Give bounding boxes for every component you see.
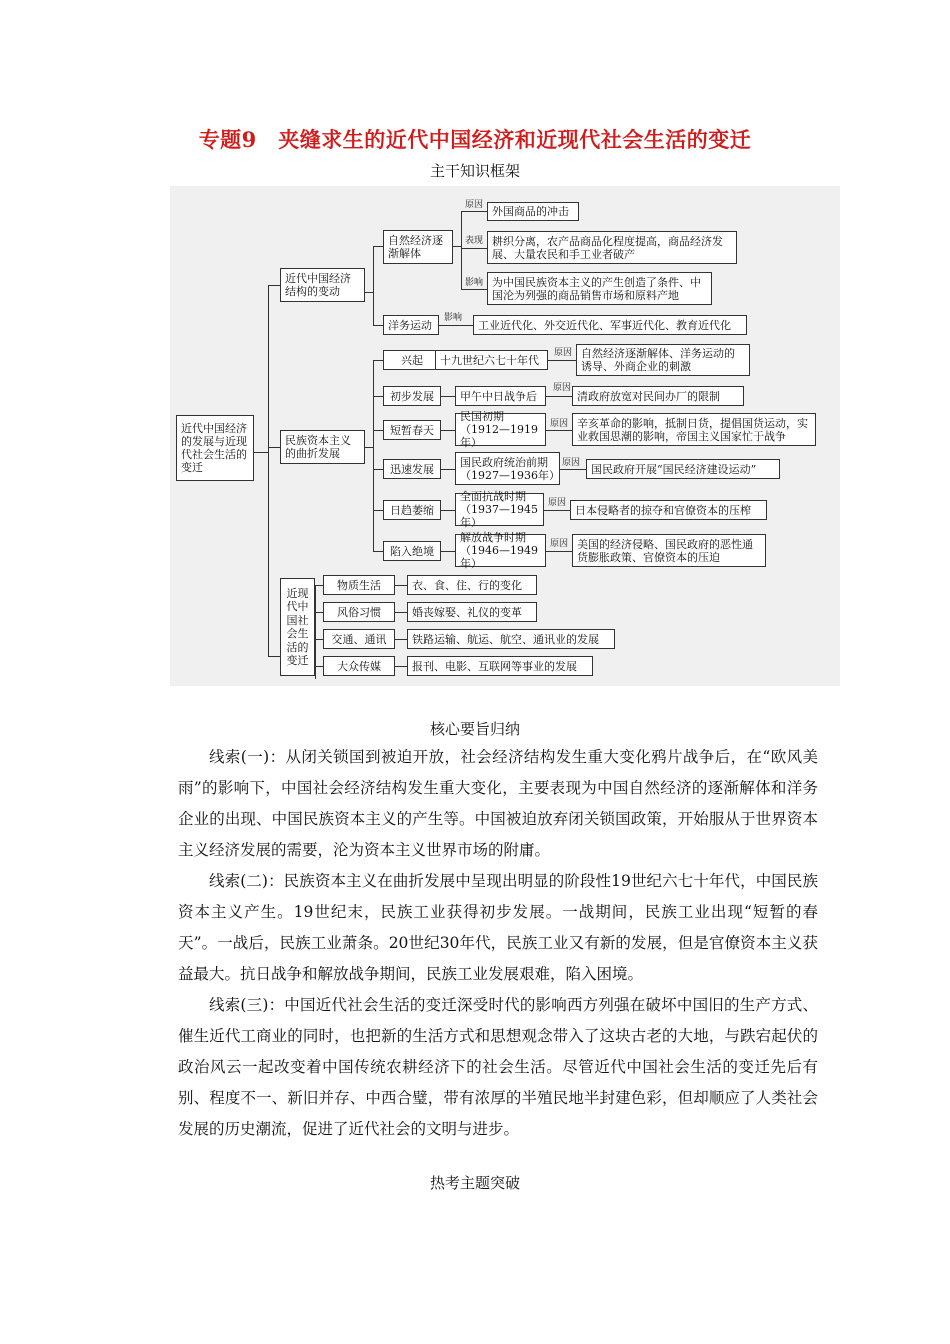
natural-show: 耕织分离，农产品商品化程度提高，商品经济发展、大量农民和手工业者破产: [487, 231, 737, 264]
stage-period: 全面抗战时期（1937—1945年）: [455, 493, 544, 526]
clue-paragraph-2: 线索(二)：民族资本主义在曲折发展中呈现出明显的阶段性19世纪六七十年代，中国民族资本主义产生。19世纪末，民族工业获得初步发展。一战期间，民族工业出现“短暂的春天”。一战后，民族工业萧条。20世纪30年代，民族工业又有新的发展，但是官僚资本主义获益最大。抗日战争和解放战争期间，民族工业发展艰难，陷入困境。: [178, 872, 818, 983]
stage-period: 民国初期（1912—1919年）: [455, 413, 546, 446]
social-item-label: 风俗习惯: [323, 602, 395, 622]
social-item-detail: 婚丧嫁娶、礼仪的变革: [407, 602, 537, 622]
branch-social-life: 近现代中国社会生活的变迁: [280, 578, 315, 676]
social-item-label: 物质生活: [323, 575, 395, 595]
stage-period: 甲午中日战争后: [455, 386, 546, 406]
stage-label: 迅速发展: [383, 459, 441, 479]
summary-title: 核心要旨归纳: [429, 720, 520, 738]
tag-yangwu-effect: 影响: [444, 313, 463, 323]
tag-effect: 影响: [465, 278, 484, 288]
stage-reason: 美国的经济侵略、国民政府的恶性通货膨胀政策、官僚资本的压迫: [572, 534, 766, 567]
node-yangwu: 洋务运动: [383, 315, 439, 335]
hot-topic-title: 热考主题突破: [429, 1174, 520, 1192]
social-item-label: 大众传媒: [323, 656, 395, 676]
stage-label: 兴起: [383, 350, 441, 370]
social-item-label: 交通、通讯: [323, 629, 395, 649]
stage-reason: 辛亥革命的影响，抵制日货，提倡国货运动，实业救国思潮的影响，帝国主义国家忙于战争: [572, 413, 816, 446]
social-item-detail: 铁路运输、航运、航空、通讯业的发展: [407, 629, 615, 649]
tag-reason: 原因: [548, 498, 567, 508]
branch-national-capitalism: 民族资本主义的曲折发展: [280, 430, 365, 464]
tag-show: 表现: [465, 236, 484, 246]
stage-period: 解放战争时期（1946—1949年）: [455, 534, 546, 567]
clue-paragraph-3: 线索(三)：中国近代社会生活的变迁深受时代的影响西方列强在破坏中国旧的生产方式、催生近代工商业的同时，也把新的生活方式和思想观念带入了这块古老的大地，与跌宕起伏的政治风云一起改变着中国传统农耕经济下的社会生活。尽管近代中国社会生活的变迁先后有别、程度不一、新旧并存、中西合璧，带有浓厚的半殖民地半封建色彩，但却顺应了人类社会发展的历史潮流，促进了近代社会的文明与进步。: [178, 996, 818, 1138]
tag-reason: 原因: [550, 419, 569, 429]
stage-period: 国民政府统治前期（1927—1936年）: [455, 452, 560, 485]
yangwu-effect: 工业近代化、外交近代化、军事近代化、教育近代化: [473, 315, 747, 335]
natural-effect: 为中国民族资本主义的产生创造了条件、中国沦为列强的商品销售市场和原料产地: [487, 272, 712, 305]
node-natural-economy: 自然经济逐渐解体: [383, 230, 453, 264]
tag-cause: 原因: [465, 200, 484, 210]
knowledge-framework-diagram: [170, 186, 840, 686]
branch-economic-structure: 近代中国经济结构的变动: [280, 268, 365, 302]
stage-reason: 日本侵略者的掠夺和官僚资本的压榨: [570, 500, 767, 520]
social-item-detail: 报刊、电影、互联网等事业的发展: [407, 656, 593, 676]
root-node: 近代中国经济的发展与近现代社会生活的变迁: [176, 415, 254, 481]
stage-reason: 清政府放宽对民间办厂的限制: [572, 386, 744, 406]
tag-reason: 原因: [562, 458, 581, 468]
tag-reason: 原因: [553, 383, 572, 393]
clue-paragraph-1: 线索(一)：从闭关锁国到被迫开放，社会经济结构发生重大变化鸦片战争后，在“欧风美雨”的影响下，中国社会经济结构发生重大变化，主要表现为中国自然经济的逐渐解体和洋务企业的出现、中国民族资本主义的产生等。中国被迫放弃闭关锁国政策，开始服从于世界资本主义经济发展的需要，沦为资本主义世界市场的附庸。: [178, 748, 818, 859]
social-item-detail: 衣、食、住、行的变化: [407, 575, 537, 595]
tag-reason: 原因: [554, 348, 573, 358]
stage-label: 初步发展: [383, 386, 441, 406]
stage-label: 陷入绝境: [383, 541, 441, 561]
page-title: 专题9 夹缝求生的近代中国经济和近现代社会生活的变迁: [198, 127, 752, 152]
framework-title: 主干知识框架: [429, 162, 520, 180]
natural-cause: 外国商品的冲击: [487, 202, 579, 221]
stage-reason: 自然经济逐渐解体、洋务运动的诱导、外商企业的刺激: [576, 344, 750, 376]
stage-label: 短暂春天: [383, 420, 441, 440]
stage-reason: 国民政府开展“国民经济建设运动”: [586, 459, 780, 479]
tag-reason: 原因: [550, 539, 569, 549]
stage-label: 日趋萎缩: [383, 500, 441, 520]
stage-period: 十九世纪六七十年代: [435, 350, 548, 370]
